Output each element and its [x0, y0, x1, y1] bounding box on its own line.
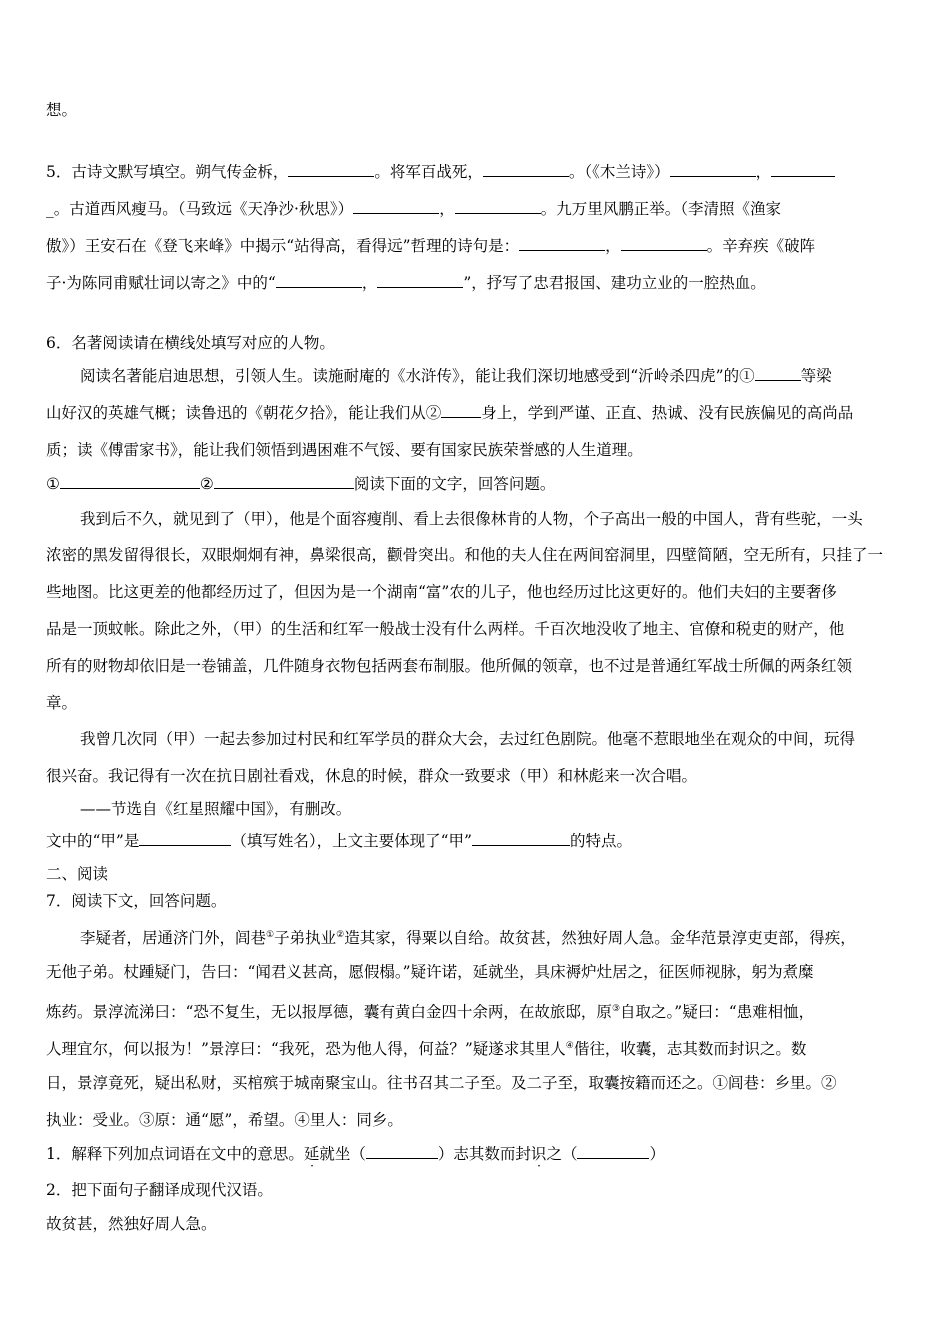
reading-line: 浓密的黑发留得很长，双眼炯炯有神，鼻梁很高，颧骨突出。和他的夫人住在两间窑洞里，四壁简陋，空无所有，只挂了一 [46, 546, 884, 564]
reading-line: 我到后不久，就见到了（甲），他是个面容瘦削、看上去很像林肯的人物，个子高出一般的中国人，背有些驼，一头 [80, 510, 863, 528]
answer-blank[interactable] [519, 236, 605, 251]
reading-source: ——节选自《红星照耀中国》，有删改。 [80, 800, 352, 818]
answer-blank[interactable] [771, 162, 835, 177]
classical-text-line: 日，景淳竟死，疑出私财，买棺殡于城南聚宝山。往书召其二子至。及二子至，取囊按籍而还之。①闾巷：乡里。② [46, 1074, 837, 1092]
answer-blank[interactable] [472, 831, 570, 846]
answer-blank[interactable] [670, 162, 756, 177]
q7-subquestion-1: 1．解释下列加点词语在文中的意思。延就坐（ ）志其数而封识之（ ） [46, 1145, 665, 1163]
emphasized-word: 识 [530, 1145, 547, 1163]
answer-blank[interactable] [621, 236, 707, 251]
q6-para-line: 阅读名著能启迪思想，引领人生。读施耐庵的《水浒传》，能让我们深切地感受到“沂岭杀四虎”的① 等梁 [80, 367, 832, 385]
answer-blank[interactable] [441, 403, 481, 418]
answer-blank[interactable] [366, 1144, 438, 1159]
reading-line: 所有的财物却依旧是一卷铺盖，几件随身衣物包括两套布制服。他所佩的领章，也不过是普通红军战士所佩的两条红领 [46, 657, 853, 675]
classical-text-line: 执业：受业。③原：通“愿”，希望。④里人：同乡。 [46, 1111, 403, 1129]
answer-blank[interactable] [755, 366, 801, 381]
answer-blank[interactable] [276, 273, 362, 288]
answer-blank[interactable] [60, 474, 200, 489]
translation-sentence: 故贫甚，然独好周人急。 [46, 1215, 217, 1233]
q6-question-line: 文中的“甲”是 （填写姓名），上文主要体现了“甲” 的特点。 [46, 832, 632, 850]
classical-text-line: 炼药。景淳流涕曰：“恐不复生，无以报厚德，囊有黄白金四十余两，在故旅邸，原③自取之。”疑曰：“患难相恤， [46, 1003, 815, 1022]
section-heading: 二、阅读 [46, 865, 109, 883]
reading-line: 我曾几次同（甲）一起去参加过村民和红军学员的群众大会，去过红色剧院。他毫不惹眼地坐在观众的中间，玩得 [80, 730, 856, 748]
reading-line: 章。 [46, 694, 78, 712]
classical-text-line: 人理宜尔，何以报为！”景淳曰：“我死，恐为他人得，何益？”疑遂求其里人④偕往，收囊，志其数而封识之。数 [46, 1040, 807, 1059]
q5-line-4: 子·为陈同甫赋壮词以寄之》中的“ ， ”，抒写了忠君报国、建功立业的一腔热血。 [46, 274, 766, 292]
answer-blank[interactable] [483, 162, 569, 177]
answer-blank[interactable] [288, 162, 374, 177]
q6-para-line: 质；读《傅雷家书》，能让我们领悟到遇困难不气馁、要有国家民族荣誉感的人生道理。 [46, 441, 643, 459]
emphasized-word: 延 [303, 1145, 320, 1163]
q6-title: 6．名著阅读请在横线处填写对应的人物。 [46, 334, 335, 352]
text-line: 想。 [46, 101, 78, 119]
answer-blank[interactable] [577, 1144, 649, 1159]
answer-blank[interactable] [455, 199, 541, 214]
reading-line: 很兴奋。我记得有一次在抗日剧社看戏，休息的时候，群众一致要求（甲）和林彪来一次合唱。 [46, 767, 698, 785]
answer-blank[interactable] [353, 199, 439, 214]
q6-para-line: 山好汉的英雄气概；读鲁迅的《朝花夕拾》，能让我们从② 身上，学到严谨、正直、热诚、没有民族偏见的高尚品 [46, 404, 854, 422]
answer-blank[interactable] [377, 273, 463, 288]
reading-line: 些地图。比这更差的他都经历过了，但因为是一个湖南“富”农的儿子，他也经历过比这更好的。他们夫妇的主要奢侈 [46, 583, 837, 601]
q5-line-2: _。古道西风瘦马。（马致远《天净沙·秋思》） ， 。九万里风鹏正举。（李清照《渔家 [46, 200, 781, 218]
answer-blank[interactable] [214, 474, 354, 489]
q5-line-1: 5．古诗文默写填空。朔气传金柝， 。将军百战死， 。（《木兰诗》） ， [46, 162, 835, 182]
classical-text-line: 无他子弟。杖踵疑门，告曰：“闻君义甚高，愿假榻。”疑许诺，延就坐，具床褥炉灶居之，征医师视脉，躬为煮糜 [46, 963, 814, 981]
q6-answer-line: ① ② 阅读下面的文字，回答问题。 [46, 475, 556, 493]
reading-line: 品是一顶蚊帐。除此之外，（甲）的生活和红军一般战士没有什么两样。千百次地没收了地主、官僚和税吏的财产，他 [46, 620, 845, 638]
classical-text-line: 李疑者，居通济门外，闾巷①子弟执业②造其家，得粟以自给。故贫甚，然独好周人急。金华范景淳吏吏部，得疾， [80, 929, 856, 948]
answer-blank[interactable] [139, 831, 231, 846]
q7-title: 7．阅读下文，回答问题。 [46, 892, 227, 910]
q7-subquestion-2: 2．把下面句子翻译成现代汉语。 [46, 1181, 273, 1199]
q5-line-3: 傲》）王安石在《登飞来峰》中揭示“站得高，看得远”哲理的诗句是： ， 。辛弃疾《破阵 [46, 237, 816, 255]
